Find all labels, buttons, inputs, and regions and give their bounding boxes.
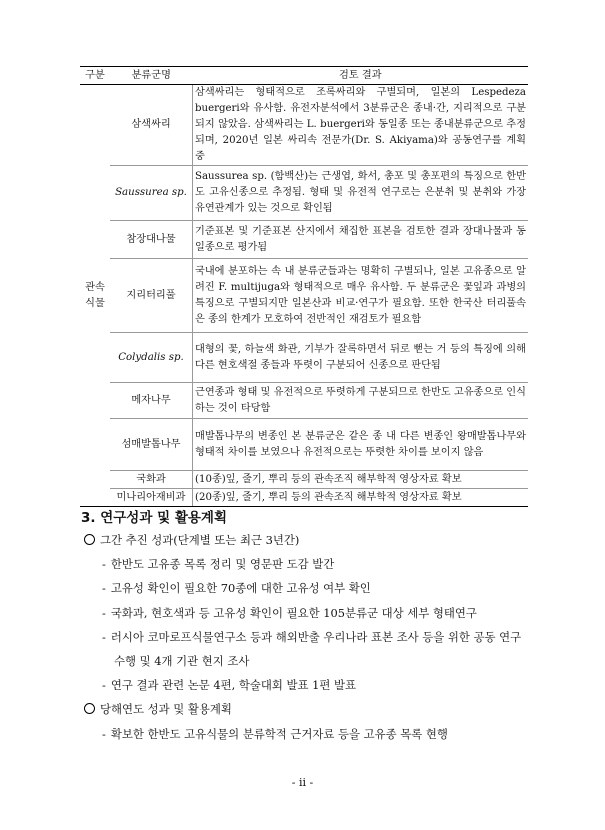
dash-icon: - bbox=[102, 557, 106, 572]
hollow-circle-icon bbox=[84, 534, 95, 545]
taxon-cell: Saussurea sp. bbox=[110, 166, 193, 221]
header-category: 구분 bbox=[80, 67, 110, 85]
dash-icon: - bbox=[102, 726, 106, 741]
taxon-cell: Colydalis sp. bbox=[110, 333, 193, 383]
result-cell: 매발톱나무의 변종인 본 분류군은 같은 종 내 다른 변종인 왕매발톱나무와 형태적 차이를 보였으나 유전적으로는 뚜렷한 차이를 보이지 않음 bbox=[193, 419, 529, 471]
plan-heading bbox=[80, 697, 530, 721]
table-row bbox=[80, 221, 528, 259]
list-item: - 한반도 고유종 목록 정리 및 영문판 도감 발간 bbox=[102, 557, 335, 572]
taxon-cell: 국화과 bbox=[110, 471, 193, 489]
list-item: - 국화과, 현호색과 등 고유성 확인이 필요한 105분류군 대상 세부 형태연구 bbox=[102, 605, 477, 620]
result-cell: 대형의 꽃, 하늘색 화관, 기부가 잘록하면서 뒤로 뻗는 거 등의 특징에 의해 다른 현호색절 종들과 뚜렷이 구분되어 신종으로 판단됨 bbox=[193, 333, 529, 383]
section-title: 3. 연구성과 및 활용계획 bbox=[81, 510, 227, 526]
taxon-cell: 지리터리풀 bbox=[110, 259, 193, 333]
hollow-circle-icon bbox=[84, 703, 95, 714]
table-row bbox=[80, 489, 528, 507]
result-cell: (20종)잎, 줄기, 뿌리 등의 관속조직 해부학적 영상자료 확보 bbox=[193, 489, 529, 507]
result-cell: (10종)잎, 줄기, 뿌리 등의 관속조직 해부학적 영상자료 확보 bbox=[193, 471, 529, 489]
table-row bbox=[80, 471, 528, 489]
plan-heading-text: 당해연도 성과 및 활용계획 bbox=[100, 702, 232, 717]
taxon-cell: 미나리아재비과 bbox=[110, 489, 193, 507]
table-row bbox=[80, 259, 528, 333]
table-row bbox=[80, 85, 528, 166]
review-table bbox=[80, 66, 528, 507]
list-item: - 고유성 확인이 필요한 70종에 대한 고유성 여부 확인 bbox=[102, 581, 371, 596]
table-row bbox=[80, 166, 528, 221]
dash-icon: - bbox=[102, 581, 106, 596]
result-cell: 국내에 분포하는 속 내 분류군들과는 명확히 구별되나, 일본 고유종으로 알려진 F. multijuga와 형태적으로 매우 유사함. 두 분류군은 꽃잎과 과병의 특징으로 구별되지만 일본산과 비교·연구가 필요함. 또한 한국산 터리풀속은 종의 한계가 모호하여 전반적인 재검토가 필요함 bbox=[193, 259, 529, 333]
dash-icon: - bbox=[102, 678, 106, 693]
header-result: 검토 결과 bbox=[193, 67, 529, 85]
category-cell bbox=[80, 85, 110, 507]
past-heading bbox=[80, 528, 530, 552]
taxon-cell: 참장대나물 bbox=[110, 221, 193, 259]
past-heading-text: 그간 추진 성과(단계별 또는 최근 3년간) bbox=[100, 533, 300, 547]
section-body bbox=[80, 528, 530, 746]
result-cell: Saussurea sp. (함백산)는 근생엽, 화서, 총포 및 총포편의 특징으로 한반도 고유신종으로 추정됨. 형태 및 유전적 연구로는 은분취 및 분취와 가장 유연관계가 있는 것으로 확인됨 bbox=[193, 166, 529, 221]
table-row bbox=[80, 383, 528, 419]
dash-icon: - bbox=[102, 605, 106, 620]
table-row bbox=[80, 333, 528, 383]
dash-icon: - bbox=[102, 629, 106, 644]
taxon-cell: 섬매발톱나무 bbox=[110, 419, 193, 471]
result-cell: 근연종과 형태 및 유전적으로 뚜렷하게 구분되므로 한반도 고유종으로 인식하는 것이 타당함 bbox=[193, 383, 529, 419]
taxon-cell: 삼색싸리 bbox=[110, 85, 193, 166]
table-header-row bbox=[80, 67, 528, 85]
page-number: - ii - bbox=[291, 776, 314, 789]
header-taxon: 분류군명 bbox=[110, 67, 193, 85]
table-row bbox=[80, 419, 528, 471]
list-item: - 확보한 한반도 고유식물의 분류학적 근거자료 등을 고유종 목록 현행 bbox=[102, 726, 448, 741]
list-item: - 연구 결과 관련 논문 4편, 학술대회 발표 1편 발표 bbox=[102, 678, 357, 693]
category-label: 관속 식물 bbox=[85, 281, 105, 309]
result-cell: 삼색싸리는 형태적으로 조록싸리와 구별되며, 일본의 Lespedeza buergeri와 유사함. 유전자분석에서 3분류군은 종내·간, 지리적으로 구분되지 않았음. 삼색싸리는 L. buergeri와 동일종 또는 종내분류군으로 추정되며, 2020년 일본 싸리속 전문가(Dr. S. Akiyama)와 공동연구를 계획 중 bbox=[193, 85, 529, 166]
result-cell: 기준표본 및 기준표본 산지에서 채집한 표본을 검토한 결과 장대나물과 동일종으로 평가됨 bbox=[193, 221, 529, 259]
taxon-cell: 메자나무 bbox=[110, 383, 193, 419]
list-item: - 러시아 코마로프식물연구소 등과 해외반출 우리나라 표본 조사 등을 위한 공동 연구 수행 및 4개 기관 현지 조사 bbox=[102, 629, 522, 669]
